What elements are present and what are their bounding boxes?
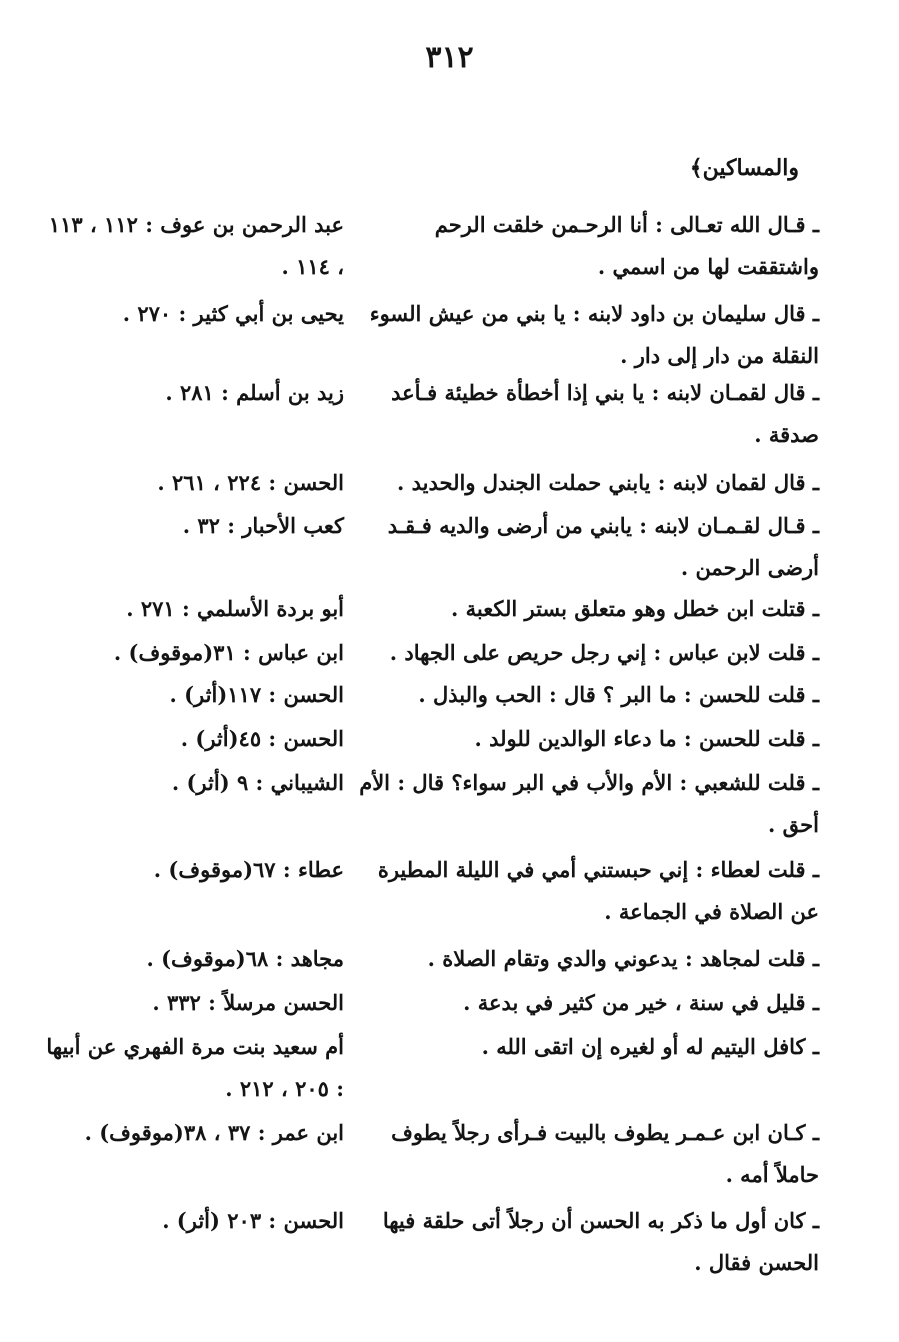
entry-source: كعب الأحبار : ٣٢ . xyxy=(182,513,344,538)
entry-saying: ـ قلت للحسن : ما البر ؟ قال : الحب والبذل . xyxy=(418,682,819,707)
entry-saying: ـ قـال لقـمـان لابنه : يابني من أرضى والديه فـقـد أرضى الرحمن . xyxy=(387,513,819,580)
entry-source: الحسن : ١١٧(أثر) . xyxy=(169,682,344,707)
entry-saying: ـ قال لقمـان لابنه : يا بني إذا أخطأة خطيئة فـأعد صدقة . xyxy=(391,380,819,447)
entry-source: عطاء : ٦٧(موقوف) . xyxy=(153,857,344,882)
entry-saying: ـ قال سليمان بن داود لابنه : يا بني من عيش السوء النقلة من دار إلى دار . xyxy=(369,301,819,368)
entry-source: الحسن : ٢٠٣ (أثر) . xyxy=(162,1208,344,1233)
entry-saying: ـ قـال الله تعـالى : أنا الرحـمن خلقت الرحم واشتققت لها من اسمي . xyxy=(434,212,819,279)
intro-line: والمساكين﴾ xyxy=(689,155,799,181)
entry-source: الشيباني : ٩ (أثر) . xyxy=(171,770,344,795)
entry-saying: ـ قال لقمان لابنه : يابني حملت الجندل والحديد . xyxy=(397,470,819,495)
entry-source: أم سعيد بنت مرة الفهري عن أبيها : ٢٠٥ ، ٢١٢ . xyxy=(46,1034,344,1101)
entry-source: زيد بن أسلم : ٢٨١ . xyxy=(165,380,344,405)
entry-source: الحسن : ٢٢٤ ، ٢٦١ . xyxy=(157,470,344,495)
entry-saying: ـ كافل اليتيم له أو لغيره إن اتقى الله . xyxy=(481,1034,819,1059)
entry-source: الحسن : ٤٥(أثر) . xyxy=(180,726,344,751)
entry-source: يحيى بن أبي كثير : ٢٧٠ . xyxy=(122,301,344,326)
entry-saying: ـ كـان ابن عـمـر يطوف بالبيت فـرأى رجلاً يطوف حاملاً أمه . xyxy=(391,1120,819,1187)
entry-saying: ـ قلت لابن عباس : إني رجل حريص على الجهاد . xyxy=(389,640,819,665)
entry-source: عبد الرحمن بن عوف : ١١٢ ، ١١٣ ، ١١٤ . xyxy=(48,212,344,279)
page-number: ٣١٢ xyxy=(425,40,474,75)
entry-saying: ـ قلت للحسن : ما دعاء الوالدين للولد . xyxy=(474,726,819,751)
entry-source: ابن عمر : ٣٧ ، ٣٨(موقوف) . xyxy=(84,1120,344,1145)
entry-saying: ـ قلت لعطاء : إني حبستني أمي في الليلة المطيرة عن الصلاة في الجماعة . xyxy=(377,857,819,924)
entry-saying: ـ قليل في سنة ، خير من كثير في بدعة . xyxy=(463,990,819,1015)
entry-saying: ـ قتلت ابن خطل وهو متعلق بستر الكعبة . xyxy=(451,596,819,621)
entry-source: أبو بردة الأسلمي : ٢٧١ . xyxy=(126,596,344,621)
entry-source: الحسن مرسلاً : ٣٣٢ . xyxy=(152,990,344,1015)
entry-source: مجاهد : ٦٨(موقوف) . xyxy=(146,946,344,971)
entry-saying: ـ كان أول ما ذكر به الحسن أن رجلاً أتى حلقة فيها الحسن فقال . xyxy=(382,1208,819,1275)
entry-source: ابن عباس : ٣١(موقوف) . xyxy=(113,640,344,665)
entry-saying: ـ قلت لمجاهد : يدعوني والدي وتقام الصلاة . xyxy=(427,946,819,971)
entry-saying: ـ قلت للشعبي : الأم والأب في البر سواء؟ قال : الأم أحق . xyxy=(359,770,819,837)
